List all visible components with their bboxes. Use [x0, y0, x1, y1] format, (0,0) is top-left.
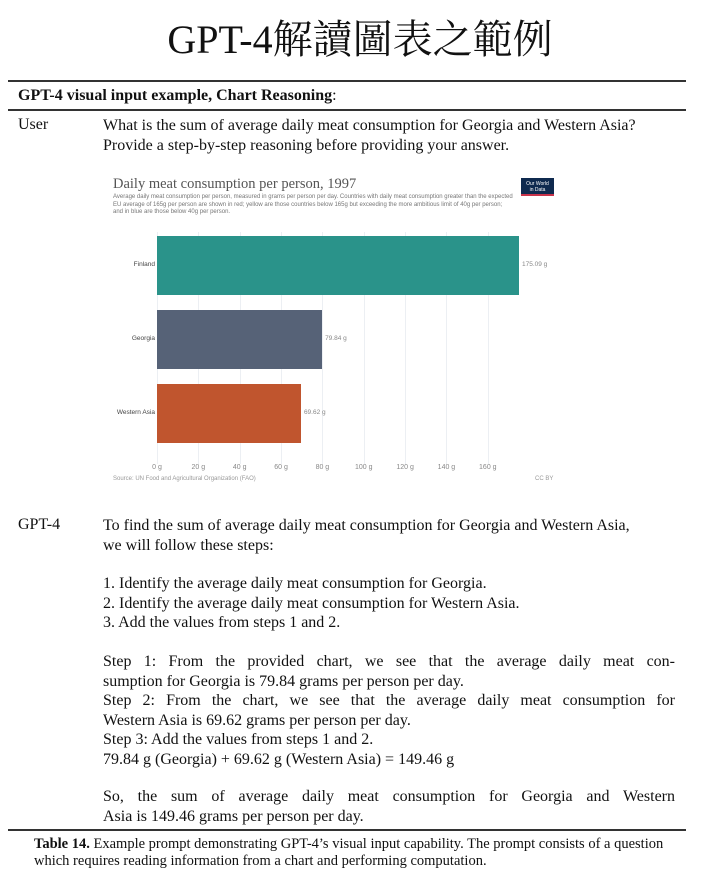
logo-line: in Data	[529, 187, 546, 193]
bar-georgia	[157, 310, 322, 369]
table-caption	[34, 836, 684, 870]
bottom-rule	[8, 829, 686, 831]
page-title: GPT-4解讀圖表之範例	[167, 17, 553, 62]
equation-line: 79.84 g (Georgia) + 69.62 g (Western Asia) = 149.46 g	[103, 750, 455, 768]
step3-line: Step 3: Add the values from steps 1 and 2.	[103, 731, 374, 748]
conclusion-line: So, the sum of average daily meat consumption for Georgia and Western	[103, 788, 675, 805]
caption-text: Example prompt demonstrating GPT-4’s visual input capability. The prompt consists of a question which requires reading information from a chart and performing computation.	[34, 836, 664, 869]
x-tick-label: 0 g	[152, 464, 162, 471]
x-tick-label: 80 g	[315, 464, 330, 471]
gpt4-conclusion	[103, 787, 675, 826]
gpt4-reasoning	[103, 652, 675, 769]
bar-finland	[157, 236, 519, 295]
gpt4-intro-line: To find the sum of average daily meat consumption for Georgia and Western Asia,	[103, 517, 630, 534]
gpt4-intro	[103, 516, 675, 555]
category-label: Western Asia	[116, 408, 155, 416]
gpt4-step-item: 3. Add the values from steps 1 and 2.	[103, 614, 341, 631]
caption-label: Table 14.	[34, 836, 90, 852]
gpt4-role-label: GPT-4	[18, 516, 61, 533]
x-tick-label: 60 g	[274, 464, 288, 471]
gpt4-intro-line: we will follow these steps:	[103, 536, 274, 554]
logo-line: Our World	[526, 181, 549, 187]
x-tick-label: 160 g	[479, 464, 497, 471]
meat-consumption-chart	[105, 172, 565, 488]
user-prompt-line: What is the sum of average daily meat consumption for Georgia and Western Asia?	[103, 117, 636, 134]
user-prompt	[103, 116, 675, 155]
step2-line: Western Asia is 69.62 grams per person per day.	[103, 711, 411, 729]
x-tick-label: 20 g	[191, 464, 206, 471]
step2-line: Step 2: From the chart, we see that the average daily meat consumption for	[103, 692, 675, 709]
x-tick-label: 120 g	[396, 464, 414, 471]
chart-subtitle: Average daily meat consumption per person, measured in grams per person per day. Countries with daily meat consumption greater than the expected EU average of 165g per person are shown in red; yellow are those countries below 165g but exceeding the more ambitious limit of 40g per person; and in blue are those below 40g per person.	[113, 194, 513, 216]
gpt4-steps-list	[103, 574, 675, 633]
section-header	[18, 87, 337, 105]
top-rule	[8, 80, 686, 82]
value-label: 69.62 g	[303, 408, 326, 416]
gpt4-step-item: 2. Identify the average daily meat consumption for Western Asia.	[103, 594, 520, 612]
x-tick-label: 40 g	[232, 464, 247, 471]
bar-western-asia	[157, 384, 301, 443]
category-label: Georgia	[131, 334, 155, 342]
step1-line: Step 1: From the provided chart, we see that the average daily meat con-	[103, 653, 675, 670]
user-role-label: User	[18, 116, 49, 133]
x-tick-label: 100 g	[354, 464, 373, 471]
chart-source: Source: UN Food and Agricultural Organization (FAO)	[113, 476, 256, 482]
section-header-label: GPT-4 visual input example, Chart Reasoning	[18, 87, 333, 104]
user-prompt-line: Provide a step-by-step reasoning before providing your answer.	[103, 136, 510, 154]
our-world-in-data-logo	[521, 178, 554, 196]
value-label: 175.09 g	[522, 260, 548, 268]
value-label: 79.84 g	[325, 334, 347, 342]
section-header-colon: :	[332, 87, 337, 104]
header-rule	[8, 109, 686, 111]
gpt4-step-item: 1. Identify the average daily meat consumption for Georgia.	[103, 575, 487, 592]
conclusion-line: Asia is 149.46 grams per person per day.	[103, 807, 364, 825]
step1-line: sumption for Georgia is 79.84 grams per person per day.	[103, 672, 464, 690]
x-tick-label: 140 g	[437, 464, 456, 471]
chart-license: CC BY	[535, 476, 554, 482]
chart-title: Daily meat consumption per person, 1997	[113, 176, 357, 192]
category-label: Finland	[133, 260, 155, 268]
